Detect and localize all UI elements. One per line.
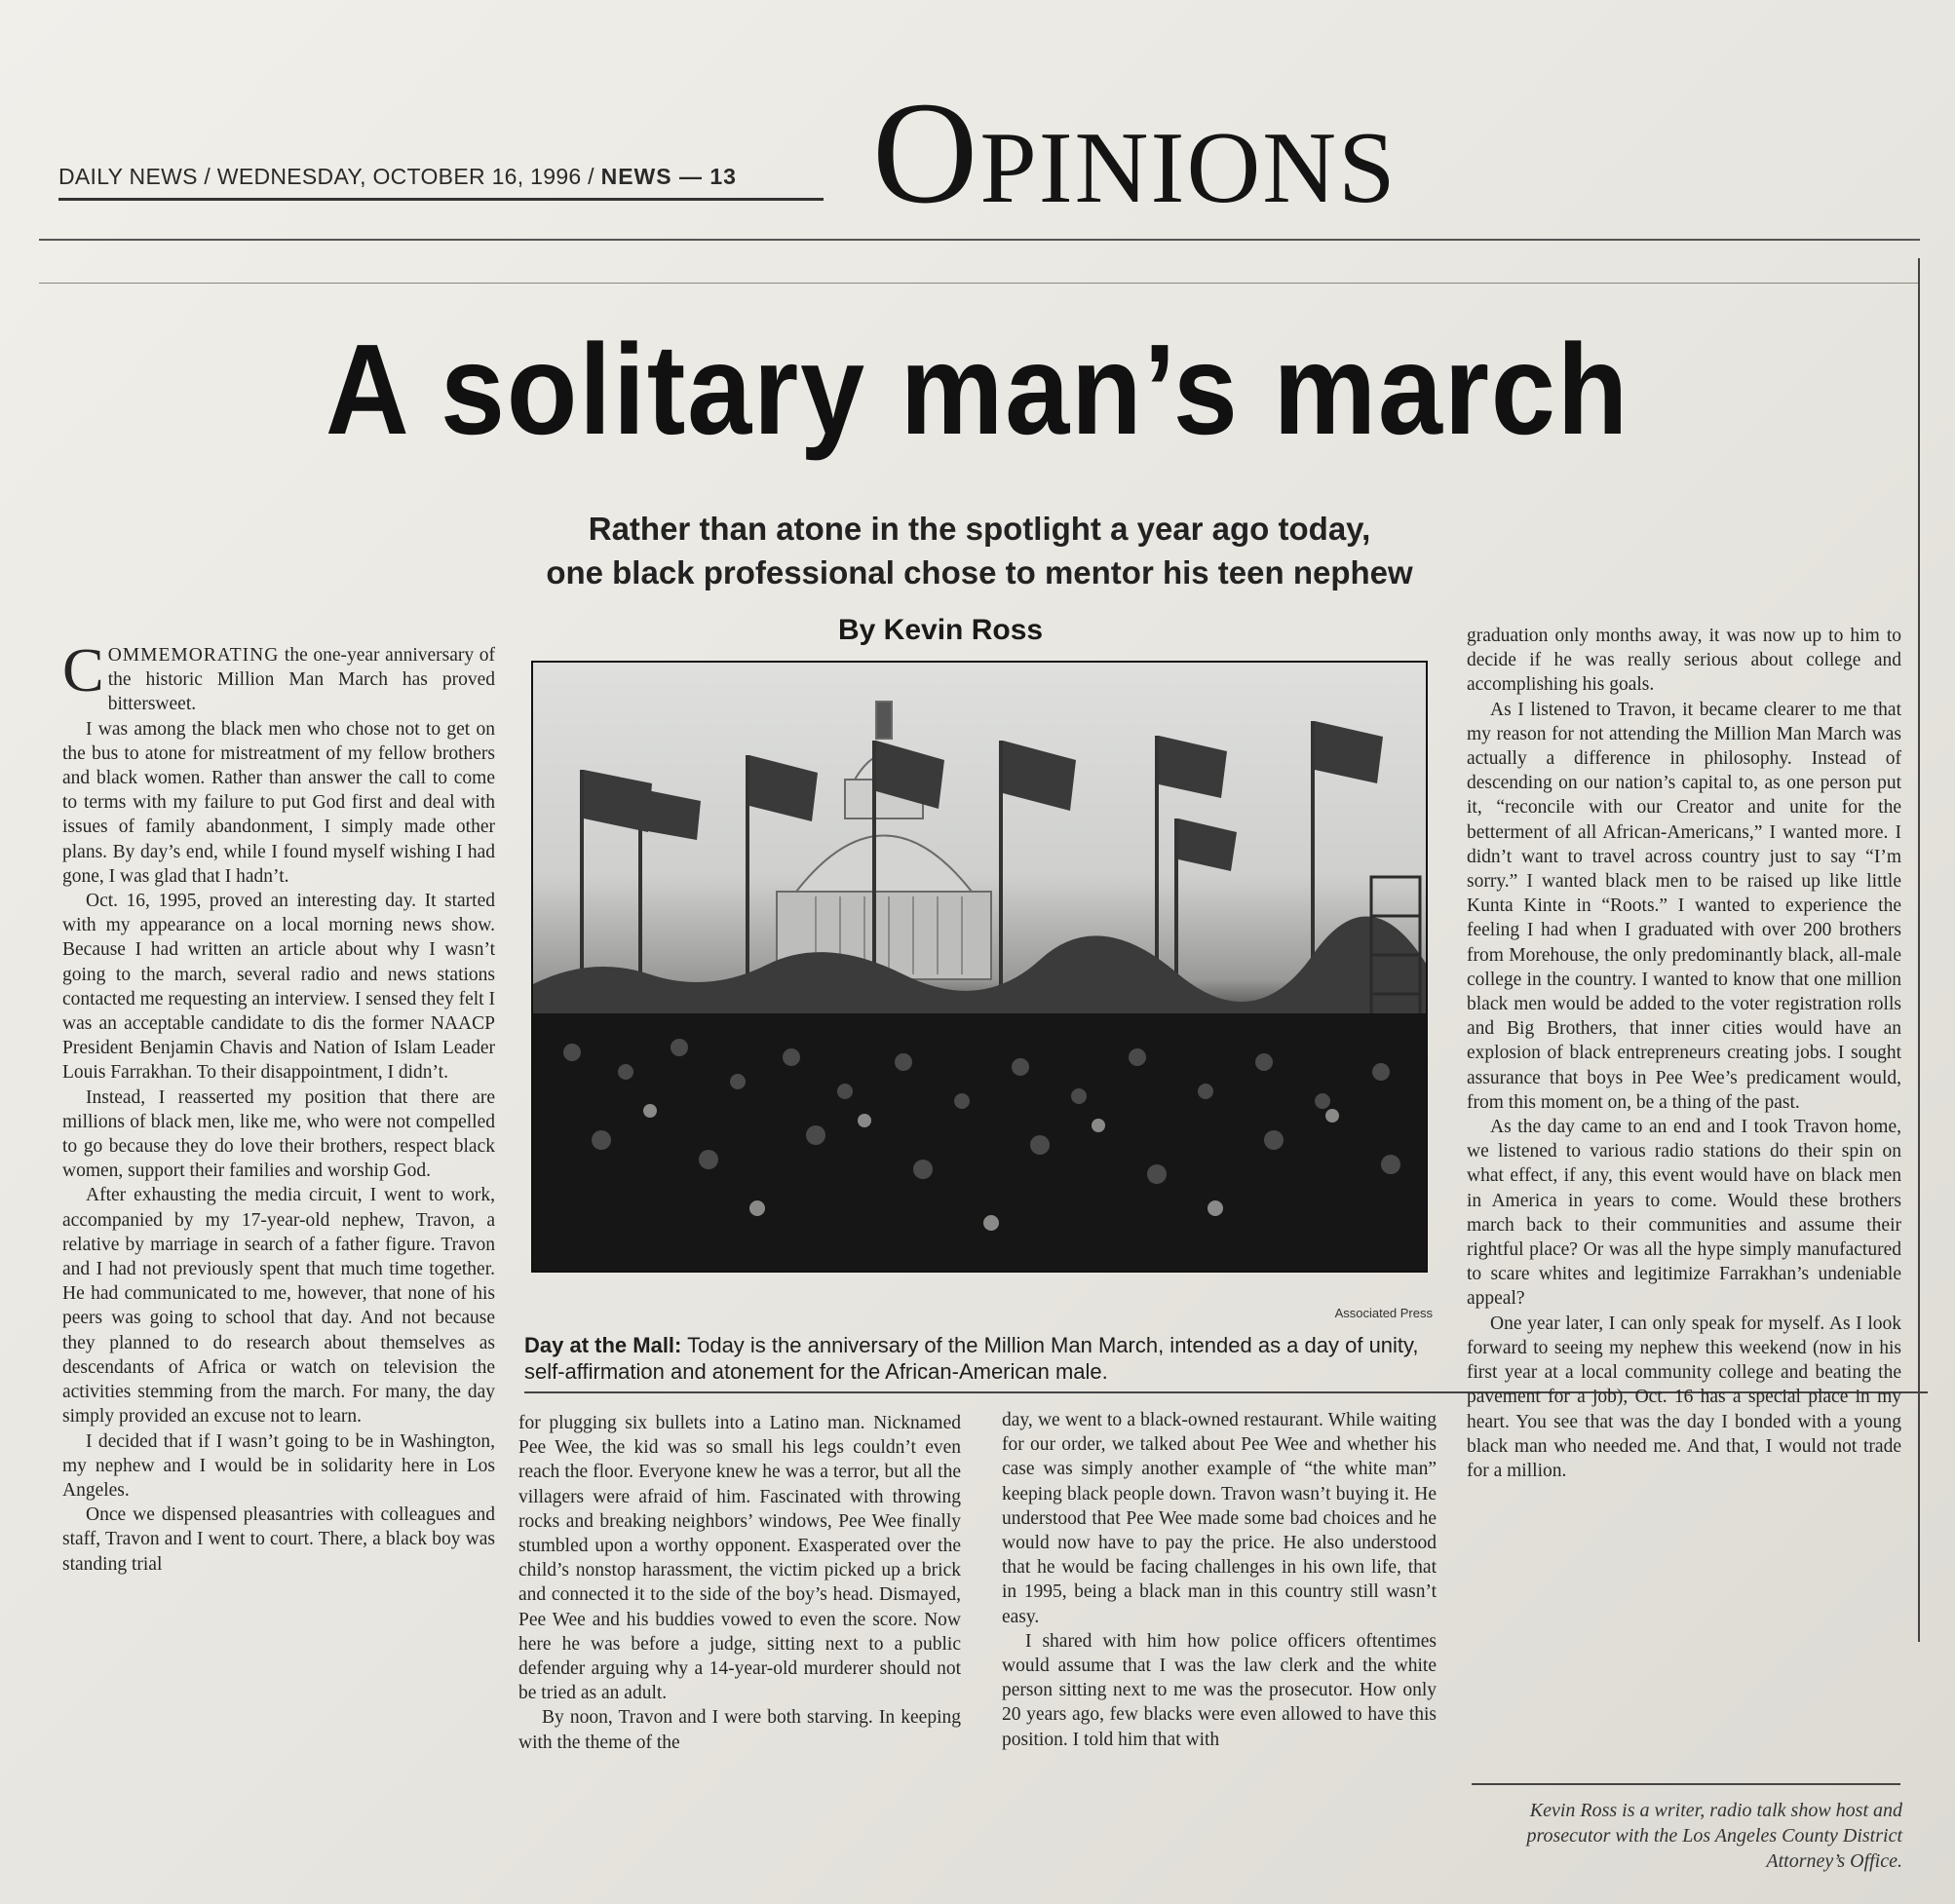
photo-credit: Associated Press bbox=[1334, 1306, 1433, 1320]
capitol-crowd-illustration bbox=[533, 663, 1428, 1273]
body-paragraph: By noon, Travon and I were both starving. In keeping with the theme of the bbox=[518, 1707, 961, 1753]
caption-lead: Day at the Mall: bbox=[524, 1333, 682, 1357]
top-rule-secondary bbox=[39, 283, 1920, 284]
photo-caption bbox=[524, 1332, 1450, 1385]
article-column-3 bbox=[1002, 1408, 1437, 1895]
body-paragraph: One year later, I can only speak for myself. As I look forward to seeing my nephew this weekend (now in his first year at a local community college and beating the pavement for a job), Oct. 16 has a special place in my heart. You see that was the day I bonded with a young black man who needed me. And that, I would not trade for a million. bbox=[1467, 1313, 1901, 1481]
deck-line-2: one black professional chose to mentor his teen nephew bbox=[546, 554, 1413, 590]
page-reference: NEWS — 13 bbox=[600, 164, 737, 189]
section-title: Opinions bbox=[872, 72, 1398, 234]
article-deck bbox=[370, 507, 1589, 594]
body-paragraph: I was among the black men who chose not to get on the bus to atone for mistreatment of my fellow brothers and black women. Rather than answer the call to come to terms with my failure to put God first and deal with issues of family abandonment, I simply made other plans. By day’s end, while I found myself wishing I had gone, I was glad that I hadn’t. bbox=[62, 718, 495, 887]
article-column-2 bbox=[518, 1411, 961, 1898]
lead-caps: OMMEMORATING bbox=[107, 645, 280, 666]
body-paragraph: As I listened to Travon, it became clearer to me that my reason for not attending the Million Man March was actually a difference in philosophy. Instead of descending on our nation’s capital to, as one person put it, “reconcile with our Creator and unite for the betterment of all African-Americans,” I wanted more. I didn’t want to travel across country just to say “I’m sorry.” I wanted black men to be raised up like little Kunta Kinte in “Roots.” I wanted to experience the feeling I had when I graduated with over 200 brothers from Morehouse, the only predominantly black, all-male college in the country. I wanted to know that one million black men would be added to the voter registration rolls and Big Brothers, that inner cities would have an explosion of black entrepreneurs creating jobs. I sought assurance that boys in Pee Wee’s predicament would, from this moment on, be a thing of the past. bbox=[1467, 699, 1901, 1113]
top-rule bbox=[39, 239, 1920, 241]
deck-line-1: Rather than atone in the spotlight a year ago today, bbox=[588, 511, 1371, 547]
body-paragraph: After exhausting the media circuit, I went to work, accompanied by my 17-year-old nephew, Travon, a relative by marriage in search of a father figure. Travon and I had not previously spent that much time together. He had communicated to me, however, that none of his peers was going to school that day. And not because they planned to do research about themselves as descendants of Africa or watch on television the activities stemming from the march. For many, the day simply provided an excuse not to learn. bbox=[62, 1185, 495, 1428]
body-paragraph: As the day came to an end and I took Travon home, we listened to various radio stations do their spin on what effect, if any, this event would have on black men in America in years to come. Would these brothers march back to their communities and assume their rightful place? Or was all the hype simply manufactured to scare whites and legitimize Farrakhan’s undeniable appeal? bbox=[1467, 1117, 1901, 1310]
body-paragraph: I decided that if I wasn’t going to be in Washington, my nephew and I would be in solidarity here in Los Angeles. bbox=[62, 1430, 495, 1501]
body-paragraph: Instead, I reasserted my position that there are millions of black men, like me, who were not compelled to go because they do love their brothers, respect black women, support their families and worship God. bbox=[62, 1086, 495, 1182]
byline: By Kevin Ross bbox=[838, 614, 1044, 646]
body-paragraph: I shared with him how police officers oftentimes would assume that I was the law clerk and the white person sitting next to me was the prosecutor. How only 20 years ago, few blacks were even allowed to have this position. I told him that with bbox=[1002, 1630, 1437, 1750]
body-paragraph: Oct. 16, 1995, proved an interesting day. It started with my appearance on a local morning news show. Because I had written an article about why I wasn’t going to the march, several radio and news stations contacted me requesting an interview. I sensed they felt I was an acceptable candidate to dis the former NAACP President Benjamin Chavis and Nation of Islam Leader Louis Farrakhan. To their disappointment, I didn’t. bbox=[62, 891, 495, 1084]
right-border-rule bbox=[1918, 258, 1920, 1642]
dateline bbox=[58, 164, 824, 201]
lead-paragraph bbox=[62, 643, 495, 717]
caption-text: Today is the anniversary of the Million Man March, intended as a day of unity, self-affirmation and atonement for the African-American male. bbox=[524, 1333, 1419, 1384]
body-paragraph: for plugging six bullets into a Latino man. Nicknamed Pee Wee, the kid was so small his legs couldn’t even reach the floor. Everyone knew he was a terror, but all the villagers were afraid of him. Fascinated with throwing rocks and breaking neighbors’ windows, Pee Wee finally stumbled upon a worthy opponent. Exasperated over the child’s nonstop harassment, the victim picked up a brick and connected it to the side of the boy’s head. Dismayed, Pee Wee and his buddies vowed to even the score. Now here he was before a judge, sitting next to a public defender arguing why a 14-year-old murderer should not be tried as an adult. bbox=[518, 1413, 961, 1704]
body-paragraph: graduation only months away, it was now up to him to decide if he was really serious about college and accomplishing his goals. bbox=[1467, 626, 1901, 696]
author-tagline: Kevin Ross is a writer, radio talk show host and prosecutor with the Los Angeles County District Attorney’s Office. bbox=[1526, 1800, 1902, 1872]
dateline-text: DAILY NEWS / WEDNESDAY, OCTOBER 16, 1996 / bbox=[58, 164, 594, 189]
article-column-1 bbox=[62, 643, 495, 1900]
body-paragraph: Once we dispensed pleasantries with colleagues and staff, Travon and I went to court. There, a black boy was standing trial bbox=[62, 1504, 495, 1575]
article-headline: A solitary man’s march bbox=[325, 318, 1630, 461]
article-column-4 bbox=[1467, 624, 1901, 1773]
drop-cap: C bbox=[62, 643, 104, 704]
lead-text: the one-year anniversary of the historic Million Man March has proved bittersweet. bbox=[107, 645, 495, 715]
body-paragraph: day, we went to a black-owned restaurant. While waiting for our order, we talked about Pee Wee and whether his case was simply another example of “the white man” keeping black people down. Travon wasn’t buying it. He understood that Pee Wee made some bad choices and he would now have to pay the price. He also understood that he would be facing challenges in his own life, that in 1995, being a black man in this country still wasn’t easy. bbox=[1002, 1410, 1437, 1627]
tagline-rule bbox=[1472, 1783, 1900, 1785]
march-photo bbox=[531, 661, 1428, 1273]
